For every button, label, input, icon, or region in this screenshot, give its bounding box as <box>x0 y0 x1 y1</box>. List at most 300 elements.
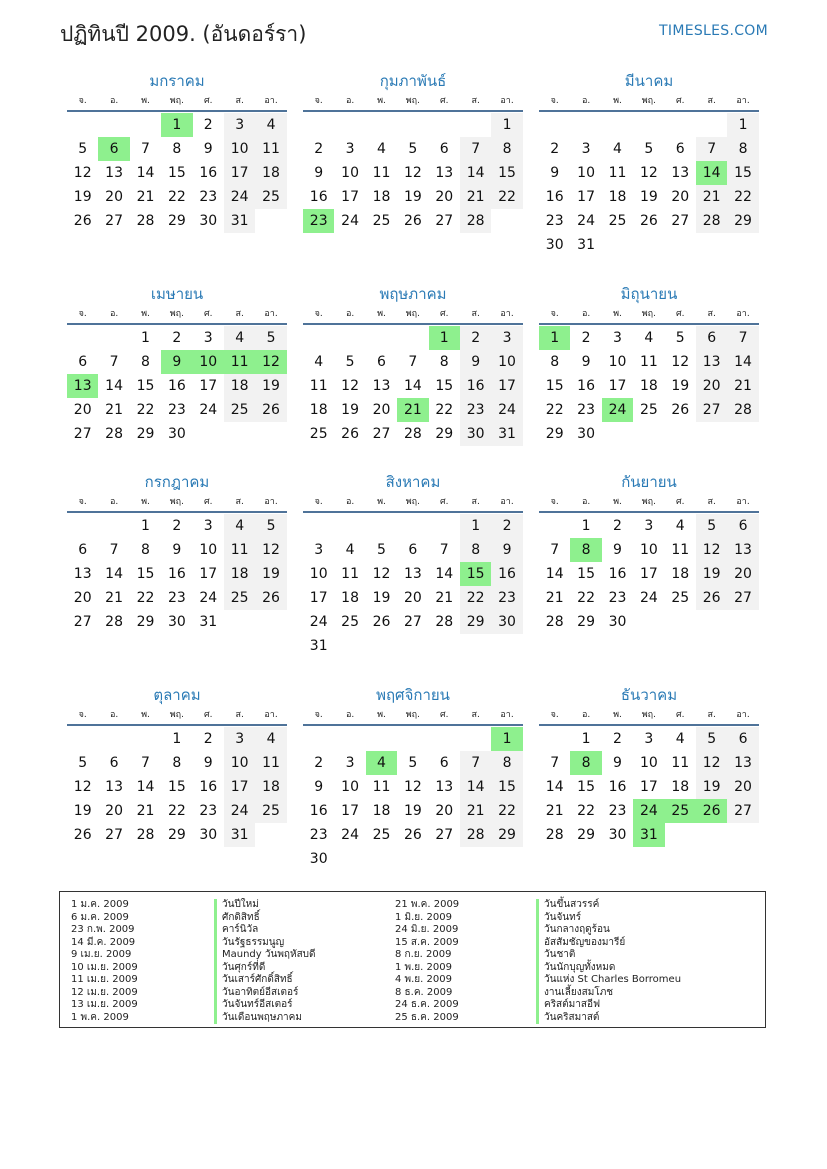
day-cell[interactable]: 16 <box>491 562 522 586</box>
day-cell[interactable]: 2 <box>550 141 560 157</box>
day-cell[interactable]: 22 <box>167 189 186 205</box>
day-cell[interactable]: 28 <box>460 823 491 847</box>
day-cell[interactable]: 19 <box>696 562 727 586</box>
day-cell[interactable]: 7 <box>109 354 119 370</box>
day-cell[interactable]: 27 <box>73 426 92 442</box>
day-cell[interactable]: 16 <box>309 803 328 819</box>
day-cell[interactable]: 13 <box>727 538 758 562</box>
day-cell[interactable]: 12 <box>341 378 359 394</box>
day-cell[interactable]: 29 <box>136 426 155 442</box>
day-cell[interactable]: 10 <box>341 779 359 795</box>
holiday-day-cell[interactable]: 21 <box>397 398 428 422</box>
day-cell[interactable]: 11 <box>639 354 658 370</box>
day-cell[interactable]: 5 <box>255 514 286 538</box>
day-cell[interactable]: 4 <box>314 354 324 370</box>
day-cell[interactable]: 22 <box>545 402 564 418</box>
day-cell[interactable]: 10 <box>639 755 658 771</box>
day-cell[interactable]: 6 <box>727 727 758 751</box>
day-cell[interactable]: 15 <box>167 165 186 181</box>
day-cell[interactable]: 11 <box>372 165 391 181</box>
day-cell[interactable]: 2 <box>491 514 522 538</box>
day-cell[interactable]: 21 <box>696 185 727 209</box>
day-cell[interactable]: 18 <box>224 374 255 398</box>
day-cell[interactable]: 10 <box>224 751 255 775</box>
day-cell[interactable]: 27 <box>435 213 454 229</box>
day-cell[interactable]: 25 <box>639 402 658 418</box>
day-cell[interactable]: 10 <box>224 137 255 161</box>
day-cell[interactable]: 10 <box>199 542 218 558</box>
holiday-day-cell[interactable]: 24 <box>602 398 633 422</box>
day-cell[interactable]: 3 <box>644 518 654 534</box>
day-cell[interactable]: 16 <box>545 189 564 205</box>
day-cell[interactable]: 16 <box>460 374 491 398</box>
day-cell[interactable]: 17 <box>224 775 255 799</box>
day-cell[interactable]: 9 <box>581 354 591 370</box>
day-cell[interactable]: 22 <box>460 586 491 610</box>
day-cell[interactable]: 8 <box>491 751 522 775</box>
day-cell[interactable]: 16 <box>608 779 627 795</box>
day-cell[interactable]: 22 <box>435 402 454 418</box>
day-cell[interactable]: 11 <box>671 755 690 771</box>
day-cell[interactable]: 31 <box>224 209 255 233</box>
day-cell[interactable]: 22 <box>491 799 522 823</box>
day-cell[interactable]: 21 <box>105 402 123 418</box>
holiday-day-cell[interactable]: 4 <box>366 751 397 775</box>
day-cell[interactable]: 11 <box>372 779 391 795</box>
day-cell[interactable]: 5 <box>408 141 418 157</box>
day-cell[interactable]: 3 <box>224 727 255 751</box>
day-cell[interactable]: 29 <box>167 213 186 229</box>
day-cell[interactable]: 18 <box>671 566 690 582</box>
day-cell[interactable]: 23 <box>460 398 491 422</box>
day-cell[interactable]: 24 <box>341 827 359 843</box>
day-cell[interactable]: 6 <box>439 755 449 771</box>
day-cell[interactable]: 4 <box>224 514 255 538</box>
day-cell[interactable]: 4 <box>255 727 286 751</box>
day-cell[interactable]: 10 <box>639 542 658 558</box>
day-cell[interactable]: 17 <box>309 590 328 606</box>
holiday-day-cell[interactable]: 1 <box>539 326 570 350</box>
day-cell[interactable]: 28 <box>105 426 123 442</box>
day-cell[interactable]: 21 <box>460 185 491 209</box>
day-cell[interactable]: 29 <box>577 827 595 843</box>
day-cell[interactable]: 3 <box>581 141 591 157</box>
day-cell[interactable]: 15 <box>136 566 155 582</box>
day-cell[interactable]: 20 <box>727 775 758 799</box>
day-cell[interactable]: 24 <box>199 590 218 606</box>
day-cell[interactable]: 1 <box>172 731 182 747</box>
day-cell[interactable]: 28 <box>435 614 454 630</box>
day-cell[interactable]: 9 <box>172 542 182 558</box>
day-cell[interactable]: 18 <box>255 161 286 185</box>
day-cell[interactable]: 24 <box>577 213 595 229</box>
day-cell[interactable]: 31 <box>309 638 328 654</box>
day-cell[interactable]: 14 <box>136 779 155 795</box>
day-cell[interactable]: 17 <box>341 803 359 819</box>
day-cell[interactable]: 19 <box>671 378 690 394</box>
day-cell[interactable]: 4 <box>255 113 286 137</box>
day-cell[interactable]: 5 <box>255 326 286 350</box>
day-cell[interactable]: 23 <box>309 827 328 843</box>
day-cell[interactable]: 17 <box>639 566 658 582</box>
day-cell[interactable]: 7 <box>550 755 560 771</box>
day-cell[interactable]: 25 <box>671 590 690 606</box>
day-cell[interactable]: 28 <box>727 398 758 422</box>
day-cell[interactable]: 4 <box>377 141 386 157</box>
day-cell[interactable]: 19 <box>372 590 391 606</box>
day-cell[interactable]: 21 <box>435 590 454 606</box>
day-cell[interactable]: 17 <box>341 189 359 205</box>
day-cell[interactable]: 7 <box>550 542 560 558</box>
day-cell[interactable]: 20 <box>105 189 123 205</box>
day-cell[interactable]: 19 <box>403 803 422 819</box>
day-cell[interactable]: 16 <box>167 566 186 582</box>
day-cell[interactable]: 24 <box>224 799 255 823</box>
day-cell[interactable]: 11 <box>224 538 255 562</box>
day-cell[interactable]: 30 <box>199 827 218 843</box>
day-cell[interactable]: 1 <box>141 518 150 534</box>
day-cell[interactable]: 30 <box>608 827 627 843</box>
day-cell[interactable]: 14 <box>545 779 564 795</box>
day-cell[interactable]: 7 <box>439 542 449 558</box>
day-cell[interactable]: 23 <box>608 590 627 606</box>
day-cell[interactable]: 8 <box>550 354 560 370</box>
holiday-day-cell[interactable]: 6 <box>98 137 129 161</box>
day-cell[interactable]: 13 <box>696 350 727 374</box>
holiday-day-cell[interactable]: 25 <box>665 799 696 823</box>
day-cell[interactable]: 21 <box>136 189 155 205</box>
day-cell[interactable]: 22 <box>491 185 522 209</box>
day-cell[interactable]: 1 <box>727 113 758 137</box>
day-cell[interactable]: 12 <box>639 165 658 181</box>
day-cell[interactable]: 20 <box>696 374 727 398</box>
day-cell[interactable]: 29 <box>545 426 564 442</box>
day-cell[interactable]: 15 <box>545 378 564 394</box>
day-cell[interactable]: 30 <box>608 614 627 630</box>
day-cell[interactable]: 20 <box>403 590 422 606</box>
day-cell[interactable]: 13 <box>372 378 391 394</box>
day-cell[interactable]: 8 <box>460 538 491 562</box>
day-cell[interactable]: 28 <box>403 426 422 442</box>
day-cell[interactable]: 13 <box>435 779 454 795</box>
day-cell[interactable]: 18 <box>671 779 690 795</box>
day-cell[interactable]: 13 <box>435 165 454 181</box>
day-cell[interactable]: 23 <box>199 803 218 819</box>
day-cell[interactable]: 16 <box>309 189 328 205</box>
day-cell[interactable]: 6 <box>675 141 685 157</box>
day-cell[interactable]: 15 <box>577 566 595 582</box>
day-cell[interactable]: 24 <box>309 614 328 630</box>
day-cell[interactable]: 7 <box>408 354 418 370</box>
day-cell[interactable]: 1 <box>460 514 491 538</box>
day-cell[interactable]: 10 <box>491 350 522 374</box>
holiday-day-cell[interactable]: 9 <box>161 350 192 374</box>
day-cell[interactable]: 12 <box>73 779 92 795</box>
day-cell[interactable]: 30 <box>167 614 186 630</box>
day-cell[interactable]: 17 <box>199 566 218 582</box>
day-cell[interactable]: 25 <box>372 827 391 843</box>
day-cell[interactable]: 21 <box>727 374 758 398</box>
day-cell[interactable]: 21 <box>545 590 564 606</box>
day-cell[interactable]: 25 <box>224 398 255 422</box>
day-cell[interactable]: 17 <box>639 779 658 795</box>
day-cell[interactable]: 8 <box>727 137 758 161</box>
day-cell[interactable]: 15 <box>136 378 155 394</box>
day-cell[interactable]: 11 <box>671 542 690 558</box>
day-cell[interactable]: 23 <box>491 586 522 610</box>
day-cell[interactable]: 27 <box>671 213 690 229</box>
day-cell[interactable]: 13 <box>105 779 123 795</box>
day-cell[interactable]: 11 <box>309 378 328 394</box>
day-cell[interactable]: 12 <box>372 566 391 582</box>
day-cell[interactable]: 30 <box>491 610 522 634</box>
day-cell[interactable]: 15 <box>577 779 595 795</box>
day-cell[interactable]: 24 <box>224 185 255 209</box>
day-cell[interactable]: 2 <box>613 731 622 747</box>
day-cell[interactable]: 4 <box>345 542 355 558</box>
holiday-day-cell[interactable]: 8 <box>570 538 601 562</box>
day-cell[interactable]: 3 <box>224 113 255 137</box>
day-cell[interactable]: 5 <box>696 514 727 538</box>
day-cell[interactable]: 31 <box>577 237 595 253</box>
day-cell[interactable]: 9 <box>491 538 522 562</box>
day-cell[interactable]: 20 <box>73 590 92 606</box>
day-cell[interactable]: 28 <box>460 209 491 233</box>
day-cell[interactable]: 13 <box>671 165 690 181</box>
day-cell[interactable]: 14 <box>460 161 491 185</box>
day-cell[interactable]: 18 <box>372 803 391 819</box>
day-cell[interactable]: 23 <box>199 189 218 205</box>
day-cell[interactable]: 13 <box>105 165 123 181</box>
day-cell[interactable]: 13 <box>403 566 422 582</box>
day-cell[interactable]: 3 <box>644 731 654 747</box>
day-cell[interactable]: 11 <box>608 165 627 181</box>
day-cell[interactable]: 2 <box>203 117 213 133</box>
day-cell[interactable]: 23 <box>545 213 564 229</box>
day-cell[interactable]: 10 <box>309 566 328 582</box>
day-cell[interactable]: 18 <box>341 590 359 606</box>
day-cell[interactable]: 6 <box>78 354 88 370</box>
day-cell[interactable]: 25 <box>309 426 328 442</box>
day-cell[interactable]: 19 <box>73 803 92 819</box>
day-cell[interactable]: 4 <box>644 330 654 346</box>
day-cell[interactable]: 19 <box>696 775 727 799</box>
day-cell[interactable]: 28 <box>545 827 564 843</box>
day-cell[interactable]: 3 <box>345 755 355 771</box>
day-cell[interactable]: 29 <box>167 827 186 843</box>
day-cell[interactable]: 10 <box>341 165 359 181</box>
day-cell[interactable]: 20 <box>435 189 454 205</box>
day-cell[interactable]: 14 <box>435 566 454 582</box>
day-cell[interactable]: 8 <box>141 354 150 370</box>
day-cell[interactable]: 21 <box>545 803 564 819</box>
holiday-day-cell[interactable]: 12 <box>255 350 286 374</box>
day-cell[interactable]: 24 <box>639 590 658 606</box>
holiday-day-cell[interactable]: 23 <box>303 209 334 233</box>
day-cell[interactable]: 17 <box>577 189 595 205</box>
day-cell[interactable]: 9 <box>314 779 324 795</box>
day-cell[interactable]: 29 <box>460 610 491 634</box>
day-cell[interactable]: 11 <box>255 751 286 775</box>
day-cell[interactable]: 7 <box>141 755 150 771</box>
day-cell[interactable]: 14 <box>545 566 564 582</box>
day-cell[interactable]: 5 <box>78 755 88 771</box>
day-cell[interactable]: 21 <box>136 803 155 819</box>
holiday-day-cell[interactable]: 15 <box>460 562 491 586</box>
day-cell[interactable]: 26 <box>372 614 391 630</box>
day-cell[interactable]: 20 <box>727 562 758 586</box>
day-cell[interactable]: 2 <box>460 326 491 350</box>
day-cell[interactable]: 8 <box>172 141 182 157</box>
day-cell[interactable]: 28 <box>136 213 155 229</box>
holiday-day-cell[interactable]: 31 <box>633 823 664 847</box>
day-cell[interactable]: 12 <box>255 538 286 562</box>
day-cell[interactable]: 1 <box>581 518 591 534</box>
day-cell[interactable]: 27 <box>73 614 92 630</box>
day-cell[interactable]: 28 <box>105 614 123 630</box>
day-cell[interactable]: 2 <box>613 518 622 534</box>
day-cell[interactable]: 18 <box>224 562 255 586</box>
day-cell[interactable]: 30 <box>199 213 218 229</box>
day-cell[interactable]: 17 <box>491 374 522 398</box>
day-cell[interactable]: 8 <box>172 755 182 771</box>
day-cell[interactable]: 30 <box>545 237 564 253</box>
day-cell[interactable]: 4 <box>224 326 255 350</box>
day-cell[interactable]: 27 <box>727 799 758 823</box>
day-cell[interactable]: 31 <box>224 823 255 847</box>
day-cell[interactable]: 2 <box>172 330 182 346</box>
day-cell[interactable]: 5 <box>644 141 654 157</box>
day-cell[interactable]: 1 <box>491 113 522 137</box>
day-cell[interactable]: 26 <box>639 213 658 229</box>
day-cell[interactable]: 28 <box>696 209 727 233</box>
day-cell[interactable]: 18 <box>639 378 658 394</box>
day-cell[interactable]: 10 <box>577 165 595 181</box>
holiday-day-cell[interactable]: 1 <box>161 113 192 137</box>
day-cell[interactable]: 6 <box>439 141 449 157</box>
day-cell[interactable]: 11 <box>341 566 359 582</box>
day-cell[interactable]: 26 <box>255 398 286 422</box>
day-cell[interactable]: 6 <box>377 354 386 370</box>
day-cell[interactable]: 6 <box>78 542 88 558</box>
day-cell[interactable]: 27 <box>435 827 454 843</box>
day-cell[interactable]: 7 <box>696 137 727 161</box>
day-cell[interactable]: 13 <box>73 566 92 582</box>
day-cell[interactable]: 19 <box>403 189 422 205</box>
holiday-day-cell[interactable]: 11 <box>224 350 255 374</box>
day-cell[interactable]: 6 <box>109 755 119 771</box>
day-cell[interactable]: 8 <box>141 542 150 558</box>
day-cell[interactable]: 8 <box>439 354 449 370</box>
day-cell[interactable]: 25 <box>255 185 286 209</box>
day-cell[interactable]: 2 <box>581 330 591 346</box>
day-cell[interactable]: 7 <box>109 542 119 558</box>
day-cell[interactable]: 3 <box>345 141 355 157</box>
day-cell[interactable]: 17 <box>224 161 255 185</box>
day-cell[interactable]: 18 <box>608 189 627 205</box>
day-cell[interactable]: 14 <box>136 165 155 181</box>
day-cell[interactable]: 3 <box>491 326 522 350</box>
day-cell[interactable]: 27 <box>372 426 391 442</box>
day-cell[interactable]: 22 <box>136 402 155 418</box>
day-cell[interactable]: 7 <box>460 751 491 775</box>
day-cell[interactable]: 25 <box>608 213 627 229</box>
holiday-day-cell[interactable]: 14 <box>696 161 727 185</box>
day-cell[interactable]: 4 <box>675 731 685 747</box>
day-cell[interactable]: 16 <box>199 779 218 795</box>
day-cell[interactable]: 30 <box>577 426 595 442</box>
day-cell[interactable]: 26 <box>73 827 92 843</box>
day-cell[interactable]: 27 <box>105 213 123 229</box>
day-cell[interactable]: 5 <box>408 755 418 771</box>
day-cell[interactable]: 25 <box>224 586 255 610</box>
day-cell[interactable]: 26 <box>403 827 422 843</box>
day-cell[interactable]: 4 <box>613 141 622 157</box>
day-cell[interactable]: 27 <box>696 398 727 422</box>
day-cell[interactable]: 22 <box>167 803 186 819</box>
day-cell[interactable]: 27 <box>105 827 123 843</box>
day-cell[interactable]: 6 <box>696 326 727 350</box>
day-cell[interactable]: 8 <box>491 137 522 161</box>
day-cell[interactable]: 15 <box>491 161 522 185</box>
day-cell[interactable]: 21 <box>105 590 123 606</box>
day-cell[interactable]: 16 <box>167 378 186 394</box>
day-cell[interactable]: 28 <box>545 614 564 630</box>
day-cell[interactable]: 12 <box>403 779 422 795</box>
day-cell[interactable]: 5 <box>696 727 727 751</box>
day-cell[interactable]: 5 <box>78 141 88 157</box>
day-cell[interactable]: 14 <box>105 378 123 394</box>
day-cell[interactable]: 2 <box>203 731 213 747</box>
day-cell[interactable]: 16 <box>199 165 218 181</box>
day-cell[interactable]: 28 <box>136 827 155 843</box>
day-cell[interactable]: 12 <box>696 751 727 775</box>
day-cell[interactable]: 31 <box>199 614 218 630</box>
day-cell[interactable]: 15 <box>167 779 186 795</box>
day-cell[interactable]: 21 <box>460 799 491 823</box>
holiday-day-cell[interactable]: 26 <box>696 799 727 823</box>
day-cell[interactable]: 14 <box>403 378 422 394</box>
day-cell[interactable]: 29 <box>136 614 155 630</box>
day-cell[interactable]: 23 <box>167 402 186 418</box>
day-cell[interactable]: 30 <box>167 426 186 442</box>
holiday-day-cell[interactable]: 13 <box>67 374 98 398</box>
holiday-day-cell[interactable]: 10 <box>193 350 224 374</box>
holiday-day-cell[interactable]: 1 <box>491 727 522 751</box>
day-cell[interactable]: 20 <box>105 803 123 819</box>
day-cell[interactable]: 18 <box>372 189 391 205</box>
day-cell[interactable]: 23 <box>608 803 627 819</box>
day-cell[interactable]: 9 <box>550 165 560 181</box>
day-cell[interactable]: 20 <box>671 189 690 205</box>
day-cell[interactable]: 12 <box>73 165 92 181</box>
day-cell[interactable]: 6 <box>408 542 418 558</box>
day-cell[interactable]: 14 <box>460 775 491 799</box>
day-cell[interactable]: 9 <box>460 350 491 374</box>
day-cell[interactable]: 2 <box>314 141 324 157</box>
day-cell[interactable]: 15 <box>435 378 454 394</box>
day-cell[interactable]: 24 <box>199 402 218 418</box>
day-cell[interactable]: 19 <box>341 402 359 418</box>
day-cell[interactable]: 27 <box>727 586 758 610</box>
day-cell[interactable]: 6 <box>727 514 758 538</box>
day-cell[interactable]: 9 <box>203 755 213 771</box>
day-cell[interactable]: 22 <box>727 185 758 209</box>
day-cell[interactable]: 7 <box>460 137 491 161</box>
day-cell[interactable]: 11 <box>255 137 286 161</box>
day-cell[interactable]: 1 <box>141 330 150 346</box>
day-cell[interactable]: 19 <box>639 189 658 205</box>
